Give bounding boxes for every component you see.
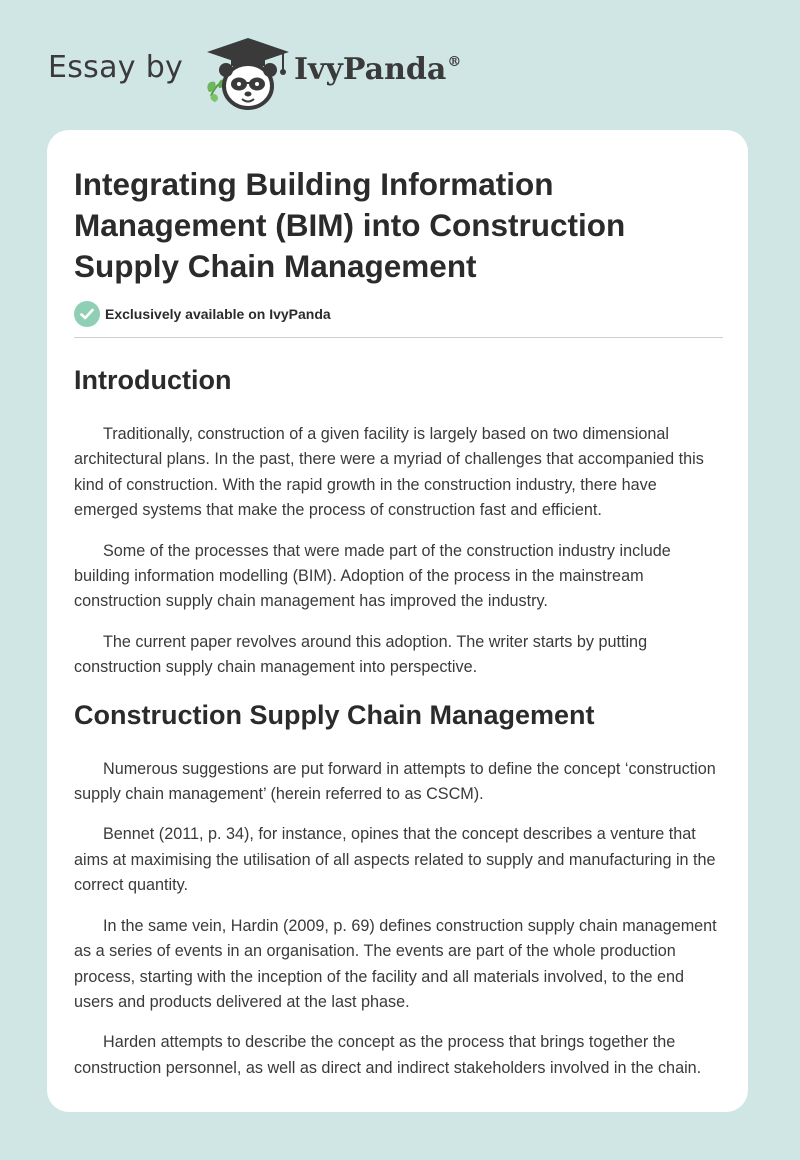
paragraph: Harden attempts to describe the concept as the process that brings together the construction personnel, as well as direct and indirect stakeholders involved in the chain. [74, 1033, 702, 1077]
page-title: Integrating Building Information Management (BIM) into Construction Supply Chain Management [74, 166, 626, 284]
paragraph: Traditionally, construction of a given facility is largely based on two dimensional architectural plans. In the past, there were a myriad of challenges that accompanied this kind of construction. With the rapid growth in the construction industry, there have emerged systems that make the process of construction fast and efficient. [74, 425, 704, 520]
paragraph: The current paper revolves around this adoption. The writer starts by putting construction supply chain management into perspective. [74, 632, 648, 677]
panda-graduate-logo-icon[interactable] [203, 36, 293, 114]
article-card [47, 130, 748, 1112]
section-heading-cscm: Construction Supply Chain Management [74, 699, 595, 730]
essay-by-label: Essay by [48, 50, 184, 85]
exclusive-badge [74, 301, 722, 327]
section-heading-introduction: Introduction [74, 365, 232, 395]
paragraph: Bennet (2011, p. 34), for instance, opines that the concept describes a venture that aims at maximising the utilisation of all aspects related to supply and manufacturing in the correct quantity. [74, 825, 716, 895]
exclusive-label: Exclusively available on IvyPanda [105, 306, 331, 322]
paragraph: Numerous suggestions are put forward in attempts to define the concept ‘construction supply chain management’ (herein referred to as CSCM). [74, 759, 716, 804]
paragraph: In the same vein, Hardin (2009, p. 69) defines construction supply chain management as a series of events in an organisation. The events are part of the whole production process, starting with the inception of the facility and all materials involved, to the end users and products delivered at the last phase. [74, 916, 717, 1011]
check-circle-icon [74, 301, 100, 327]
site-header [48, 30, 748, 114]
brand-name[interactable] [294, 52, 461, 87]
brand-label: IvyPanda [294, 52, 447, 87]
registered-mark: ® [447, 54, 462, 70]
divider [74, 337, 723, 338]
paragraph: Some of the processes that were made part of the construction industry include building information modelling (BIM). Adoption of the process in the mainstream construction supply chain management has improved the industry. [74, 541, 671, 611]
